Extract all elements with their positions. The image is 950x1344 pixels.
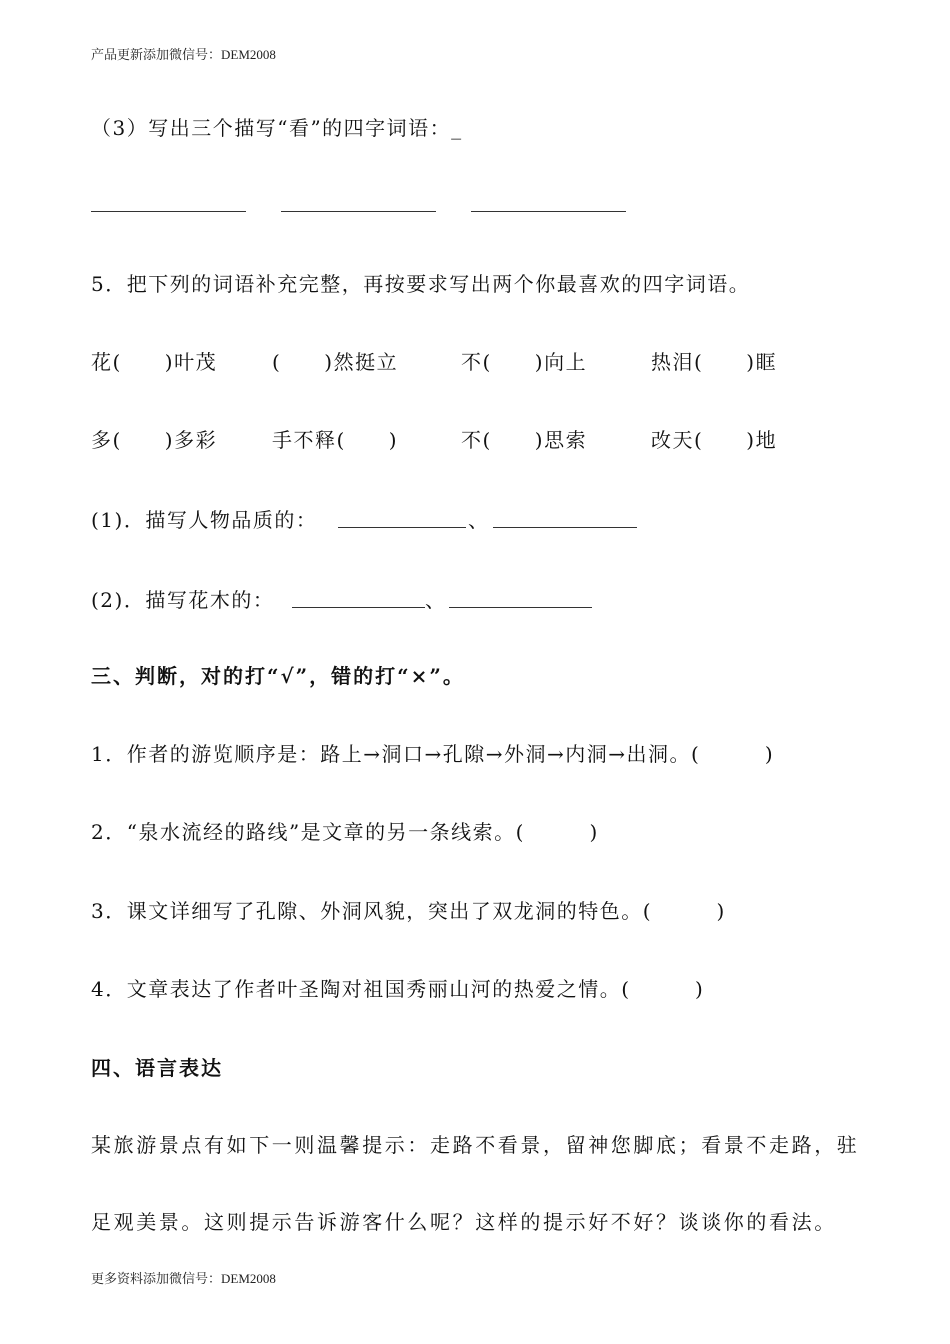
idiom-cell: 不( )思索 <box>461 428 588 452</box>
idiom-cell: 花( )叶茂 <box>91 350 218 374</box>
judgment-item: 3．课文详细写了孔隙、外洞风貌，突出了双龙洞的特色。( ) <box>91 899 726 923</box>
answer-blank-4[interactable] <box>338 527 466 528</box>
judgment-item: 4．文章表达了作者叶圣陶对祖国秀丽山河的热爱之情。( ) <box>91 977 705 1001</box>
answer-blank-7[interactable] <box>449 607 592 608</box>
separator: 、 <box>468 508 490 532</box>
separator: 、 <box>425 588 447 612</box>
paragraph-line: 足观美景。这则提示告诉游客什么呢？这样的提示好不好？谈谈你的看法。 <box>91 1210 837 1234</box>
section-4-title: 四、语言表达 <box>91 1056 223 1080</box>
sub-question-2-label: (2)．描写花木的： <box>91 588 275 612</box>
answer-blank-3[interactable] <box>471 211 626 212</box>
answer-blank-1[interactable] <box>91 211 246 212</box>
paragraph-line: 某旅游景点有如下一则温馨提示：走路不看景，留神您脚底；看景不走路，驻 <box>91 1133 860 1157</box>
idiom-cell: ( )然挺立 <box>272 350 399 374</box>
idiom-cell: 不( )向上 <box>461 350 588 374</box>
page-header: 产品更新添加微信号：DEM2008 <box>91 47 276 62</box>
idiom-cell: 改天( )地 <box>651 428 778 452</box>
question-3-prompt: （3）写出三个描写“看”的四字词语：_ <box>91 116 463 140</box>
answer-blank-6[interactable] <box>292 607 425 608</box>
judgment-item: 2．“泉水流经的路线”是文章的另一条线索。( ) <box>91 820 599 844</box>
answer-blank-2[interactable] <box>281 211 436 212</box>
idiom-cell: 多( )多彩 <box>91 428 218 452</box>
idiom-cell: 手不释( ) <box>272 428 399 452</box>
answer-blank-5[interactable] <box>493 527 637 528</box>
judgment-item: 1．作者的游览顺序是：路上→洞口→孔隙→外洞→内洞→出洞。( ) <box>91 742 775 766</box>
question-5-title: 5．把下列的词语补充完整，再按要求写出两个你最喜欢的四字词语。 <box>91 272 751 296</box>
section-3-title: 三、判断，对的打“√”，错的打“×”。 <box>91 664 465 688</box>
sub-question-1-label: (1)．描写人物品质的： <box>91 508 318 532</box>
idiom-cell: 热泪( )眶 <box>651 350 778 374</box>
page-footer: 更多资料添加微信号：DEM2008 <box>91 1271 276 1286</box>
